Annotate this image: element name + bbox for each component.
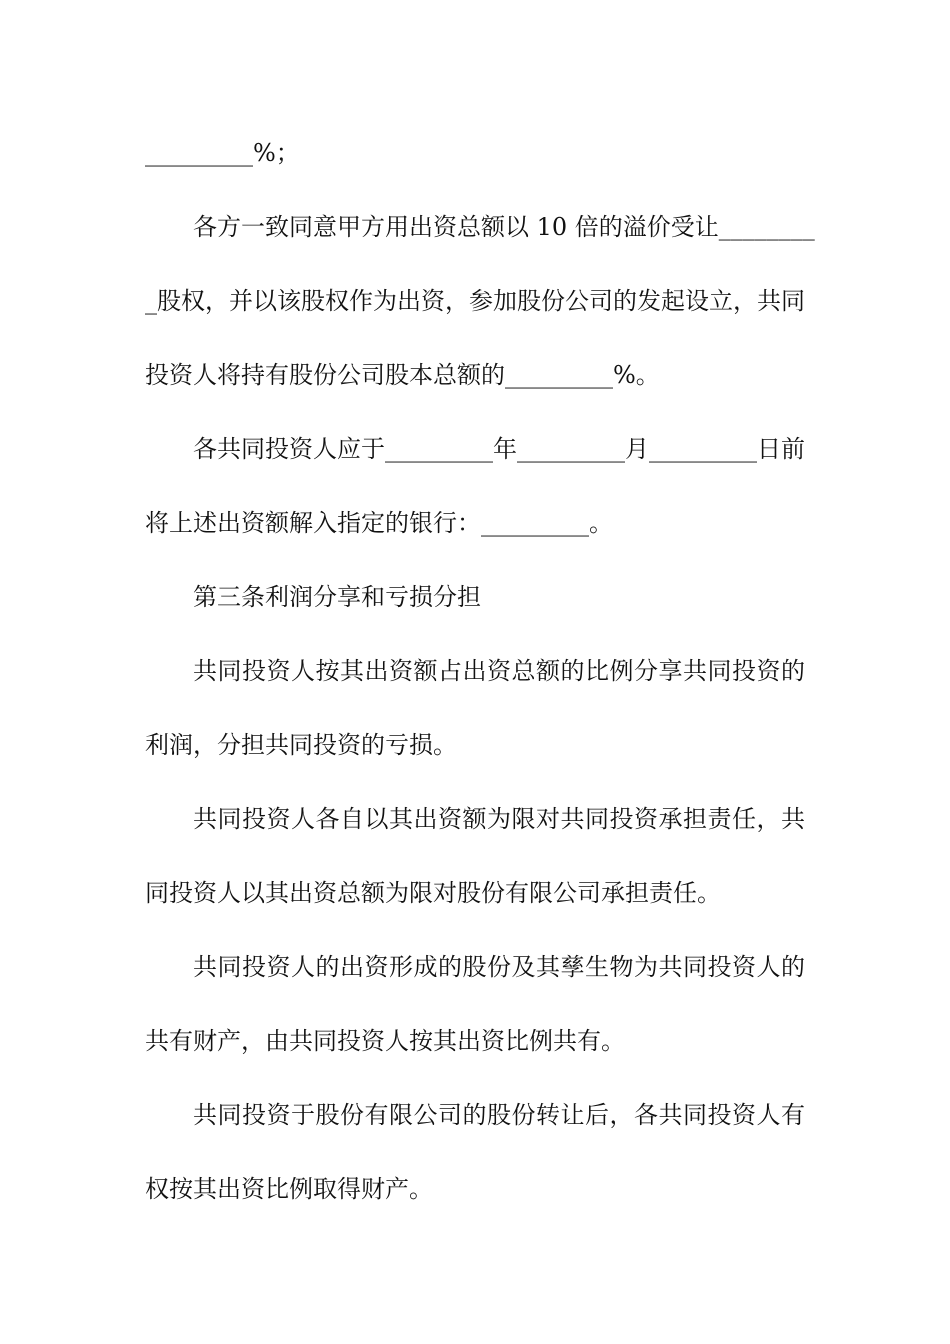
text-line-2: 各方一致同意甲方用出资总额以 10 倍的溢价受让________ — [193, 213, 815, 241]
text-line-14: 共同投资于股份有限公司的股份转让后，各共同投资人有 — [193, 1101, 805, 1129]
text-line-5: 各共同投资人应于_________年_________月_________日前 — [193, 435, 805, 463]
text-line-12: 共同投资人的出资形成的股份及其孳生物为共同投资人的 — [193, 953, 805, 981]
text-line-9: 利润，分担共同投资的亏损。 — [145, 731, 457, 759]
text-line-15: 权按其出资比例取得财产。 — [145, 1175, 433, 1203]
text-line-13: 共有财产，由共同投资人按其出资比例共有。 — [145, 1027, 625, 1055]
text-line-4: 投资人将持有股份公司股本总额的_________%。 — [145, 361, 660, 389]
section-heading: 第三条利润分享和亏损分担 — [193, 583, 481, 611]
text-line-3: _股权，并以该股权作为出资，参加股份公司的发起设立，共同 — [145, 287, 805, 315]
text-line-10: 共同投资人各自以其出资额为限对共同投资承担责任，共 — [193, 805, 805, 833]
text-line-1: _________%； — [145, 139, 300, 167]
text-line-8: 共同投资人按其出资额占出资总额的比例分享共同投资的 — [193, 657, 805, 685]
text-line-6: 将上述出资额解入指定的银行：_________。 — [145, 509, 613, 537]
text-line-11: 同投资人以其出资总额为限对股份有限公司承担责任。 — [145, 879, 721, 907]
